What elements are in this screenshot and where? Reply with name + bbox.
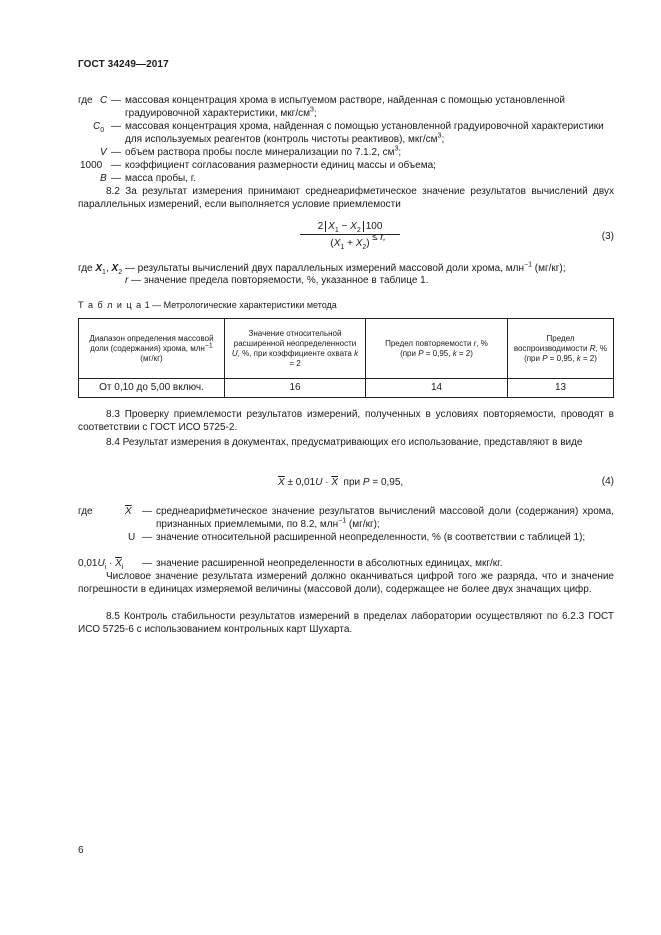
table-header-row	[79, 319, 614, 379]
equation-4: $\overline{X} \pm 0,01U \cdot \overline{X}$ при P = 0,95,	[278, 477, 404, 488]
paragraph-8-4: 8.4 Результат измерения в документах, предусматривающих его использование, представляют в виде	[106, 437, 583, 448]
def-text-c0: массовая концентрация хрома, найденная с помощью установленной градуировочной характеристики для используемых реагентов (контроль чистоты реактивов), мкг/$см^3$;	[125, 121, 604, 145]
def-symbol-b: B	[100, 173, 107, 184]
table-row	[79, 379, 614, 398]
table-header-cell: Предел воспроизводимости R, % (при P = 0,95, k = 2)	[508, 319, 614, 379]
paragraph-numeric-value: Числовое значение результата измерений должно оканчиваться цифрой того же разряда, что и значение погрешности в единицах измеряемой величины (массовой доли), содержащее не более двух значащих цифр.	[78, 571, 614, 595]
def-symbol-u: U	[128, 532, 136, 543]
def-text-xbar: среднеарифметическое значение результатов вычислений массовой доли (содержания) хрома, признанных приемлемыми, по 8.2, млн$^{-1}$ (мг/кг);	[156, 506, 614, 530]
document-header: ГОСТ 34249—2017	[78, 59, 169, 70]
def-symbol-abs-uncertainty: $0,01U_i \cdot \overline{X}_i$	[78, 558, 124, 571]
def-where-label: где	[78, 506, 93, 517]
def-symbol-c: C	[100, 95, 108, 106]
table-cell: 13	[508, 379, 614, 398]
table-header-cell: Диапазон определения массовой доли (содержания) хрома, млн$^{-1}$ (мг/кг)	[79, 319, 225, 379]
def-symbol-c0: $C_0$	[93, 121, 105, 134]
equation-3: 2 $X_1 - X_2$ 100 $(X_1 + X_2)$	[300, 220, 400, 250]
where-eq3-line1: где $X_1$, $X_2$ — результаты вычислений двух параллельных измерений массовой доли хрома, млн$^{-1}$ (мг/кг);	[78, 261, 566, 276]
def-text-c: массовая концентрация хрома в испытуемом растворе, найденная с помощью установленной градуировочной характеристики, мкг/$см^3$;	[125, 95, 565, 119]
def-dash: —	[111, 160, 121, 171]
table-cell: 16	[225, 379, 366, 398]
def-where-label: где	[78, 95, 93, 106]
paragraph-8-2: 8.2 За результат измерения принимают среднеарифметическое значение результатов вычислений двух параллельных измерений, если выполняется условие приемлемости	[78, 186, 614, 210]
def-dash: —	[142, 558, 152, 569]
def-dash: —	[111, 121, 121, 132]
paragraph-8-5: 8.5 Контроль стабильности результатов измерений в пределах лаборатории осуществляют по 6.2.3 ГОСТ ИСО 5725-6 с использованием контрольных карт Шухарта.	[78, 611, 614, 635]
paragraph-8-3: 8.3 Проверку приемлемости результатов измерений, полученных в условиях повторяемости, проводят в соответствии с ГОСТ ИСО 5725-2.	[78, 409, 614, 433]
table-header-cell: Значение относительной расширенной неопределенности U, %, при коэффициенте охвата k = 2	[225, 319, 366, 379]
table-caption: Т а б л и ц а 1 — Метрологические характеристики метода	[78, 300, 337, 310]
def-dash: —	[111, 147, 121, 158]
equation-3-relation: ≤ r,	[372, 232, 386, 243]
page-number: 6	[78, 845, 84, 856]
def-symbol-xbar: $\overline{X}$	[125, 506, 132, 517]
def-text-b: масса пробы, г.	[125, 173, 196, 184]
def-text-abs-uncertainty: значение расширенной неопределенности в абсолютных единицах, мкг/кг.	[156, 558, 503, 569]
table-cell: От 0,10 до 5,00 включ.	[79, 379, 225, 398]
metrology-table	[78, 318, 614, 398]
def-dash: —	[111, 95, 121, 106]
def-text-v: объем раствора пробы после минерализации по 7.1.2, $см^3$;	[125, 145, 402, 158]
where-eq3-line2: r — значение предела повторяемости, %, указанное в таблице 1.	[125, 275, 429, 286]
equation-4-number: (4)	[601, 476, 614, 487]
table-header-cell: Предел повторяемости r, % (при P = 0,95, k = 2)	[366, 319, 508, 379]
def-dash: —	[142, 506, 152, 517]
def-text-1000: коэффициент согласования размерности единиц массы и объема;	[125, 160, 436, 171]
equation-3-number: (3)	[601, 231, 614, 242]
def-symbol-v: V	[100, 147, 107, 158]
table-cell: 14	[366, 379, 508, 398]
def-text-u: значение относительной расширенной неопределенности, % (в соответствии с таблицей 1);	[156, 532, 586, 543]
def-dash: —	[111, 173, 121, 184]
def-symbol-1000: 1000	[80, 160, 103, 171]
def-dash: —	[142, 532, 152, 543]
